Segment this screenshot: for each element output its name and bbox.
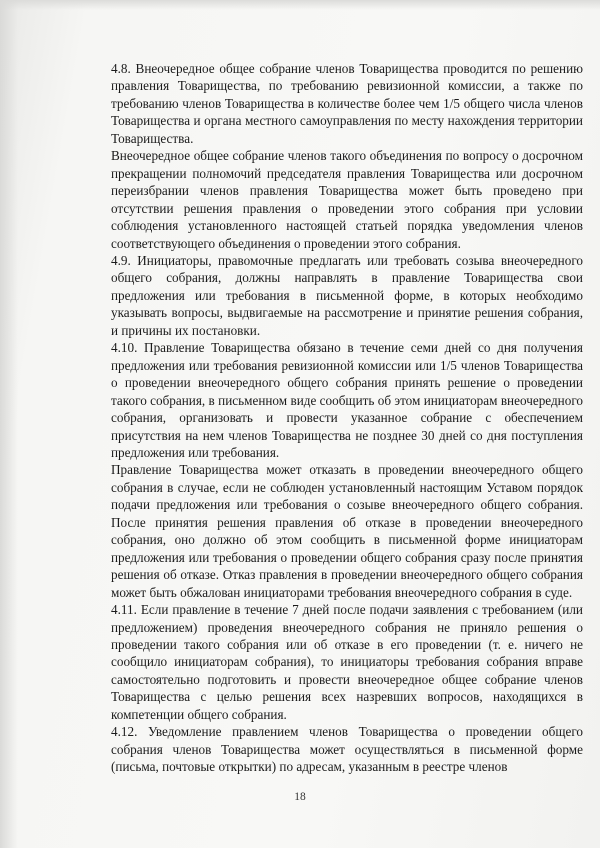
paragraph-4-8: 4.8. Внеочередное общее собрание членов Товарищества проводится по решению правления Товарищества, по требованию ревизионной комиссии, а также по требованию членов Товарищества в количестве более чем 1/5 общего числа членов Товарищества и органа местного самоуправления по месту нахождения территории Товарищества. [111, 61, 583, 146]
scan-shadow-top [0, 0, 600, 10]
paragraph-4-10-continued: Правление Товарищества может отказать в проведении внеочередного общего собрания в случае, если не соблюден установленный настоящим Уставом порядок подачи предложения или требования о созыве внеочередного общего собрания. После принятия решения правления об отказе в проведении внеочередного собрания, оно должно об этом сообщить в письменной форме инициаторам предложения или требования о проведении общего собрания сразу после принятия решения об отказе. Отказ правления в проведении внеочередного общего собрания может быть обжалован инициаторами требования внеочередного собрания в суде. [111, 462, 583, 600]
page-number: 18 [294, 791, 306, 803]
scan-shadow-left [0, 0, 18, 848]
paragraph-4-11: 4.11. Если правление в течение 7 дней после подачи заявления с требованием (или предложением) проведения внеочередного собрания не приняло решения о проведении такого собрания или об отказе в его проведении (т. е. ничего не сообщило инициаторам собрания), то инициаторы требования собрания вправе самостоятельно подготовить и провести внеочередное общее собрание членов Товарищества с целью решения всех назревших вопросов, находящихся в компетенции общего собрания. [111, 602, 583, 722]
paragraph-4-8-continued: Внеочередное общее собрание членов такого объединения по вопросу о досрочном прекращении полномочий председателя правления Товарищества или досрочном переизбрании членов правления Товарищества может быть проведено при отсутствии решения правления о проведении этого собрания при условии соблюдения установленного настоящей статьей порядка уведомления членов соответствующего объединения о проведении этого собрания. [111, 148, 583, 251]
paragraph-4-12: 4.12. Уведомление правлением членов Товарищества о проведении общего собрания членов Товарищества может осуществляться в письменной форме (письма, почтовые открытки) по адресам, указанным в реестре членов [111, 724, 583, 775]
paragraph-4-9: 4.9. Инициаторы, правомочные предлагать или требовать созыва внеочередного общего собрания, должны направлять в правление Товарищества свои предложения или требования в письменной форме, в которых необходимо указывать вопросы, выдвигаемые на рассмотрение и принятие решения собрания, и причины их постановки. [111, 252, 583, 338]
document-body [111, 60, 583, 776]
paragraph-4-10: 4.10. Правление Товарищества обязано в течение семи дней со дня получения предложения или требования ревизионной комиссии или 1/5 членов Товарищества о проведении внеочередного общего собрания принять решение о проведении такого собрания, в письменном виде сообщить об этом инициаторам внеочередного собрания, организовать и провести указанное собрание с обеспечением присутствия на нем членов Товарищества не позднее 30 дней со дня поступления предложения или требования. [111, 340, 583, 460]
